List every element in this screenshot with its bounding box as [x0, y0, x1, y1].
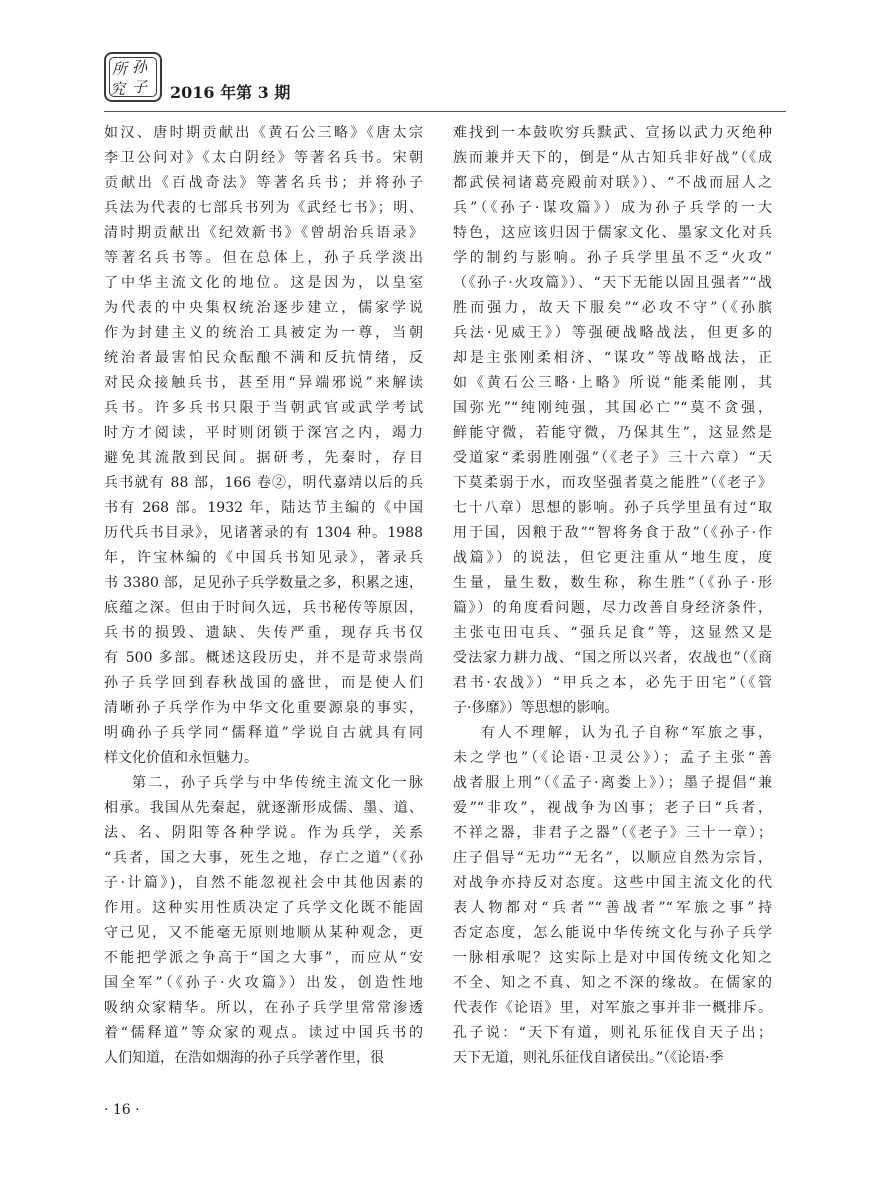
text-line: 年，许宝林编的《中国兵书知见录》，著录兵	[104, 550, 423, 566]
text-line: 清晰孙子兵学作为中华文化重要源泉的事实，	[104, 700, 423, 716]
text-line: 特色，这应该归因于儒家文化、墨家文化对兵	[453, 225, 772, 241]
text-line: 爱”“非攻”，视战争为凶事；老子曰“兵者，	[453, 800, 772, 816]
text-line: 底蕴之深。但由于时间久远，兵书秘传等原因，	[104, 600, 423, 616]
text-line: 胜而强力，故天下服矣”“必攻不守”（《孙膑	[453, 300, 772, 316]
text-line: 时方才阅读，平时则闭锁于深宫之内，竭力	[104, 425, 423, 441]
text-line: 兵书。许多兵书只限于当朝武官或武学考试	[104, 400, 423, 416]
text-line: 守己见，又不能毫无原则地顺从某种观念，更	[104, 925, 423, 941]
text-line: “兵者，国之大事，死生之地，存亡之道”（《孙	[104, 850, 423, 866]
text-line: 统治者最害怕民众酝酿不满和反抗情绪，反	[104, 350, 423, 366]
text-line: 用于国，因粮于敌”“智将务食于敌”（《孙子·作	[453, 525, 772, 541]
text-line: 未之学也”（《论语·卫灵公》）；孟子主张“善	[453, 750, 772, 766]
text-line: 兵”（《孙子·谋攻篇》）成为孙子兵学的一大	[453, 200, 772, 216]
logo-text	[110, 57, 158, 101]
text-line: 生量，量生数，数生称，称生胜”（《孙子·形	[453, 575, 772, 591]
text-line: 如《黄石公三略·上略》所说“能柔能刚，其	[453, 375, 772, 391]
text-line: 明确孙子兵学同“儒释道”学说自古就具有同	[104, 725, 423, 741]
text-line: 子·计篇》)，自然不能忽视社会中其他因素的	[104, 875, 423, 891]
text-line: 战篇》）的说法，但它更注重从“地生度，度	[453, 550, 772, 566]
text-line: 兵法·见威王》）等强硬战略战法，但更多的	[453, 325, 772, 341]
text-line: 李卫公问对》《太白阴经》等著名兵书。宋朝	[104, 150, 423, 166]
text-line: 一脉相承呢？这实际上是对中国传统文化知之	[453, 950, 772, 966]
text-line: 为代表的中央集权统治逐步建立，儒家学说	[104, 300, 423, 316]
text-line: 避免其流散到民间。据研考，先秦时，存目	[104, 450, 423, 466]
text-line: 作为封建主义的统治工具被定为一尊，当朝	[104, 325, 423, 341]
text-line: 难找到一本鼓吹穷兵黩武、宣扬以武力灭绝种	[453, 125, 772, 141]
text-line: 代表作《论语》里，对军旅之事并非一概排斥。	[453, 1000, 772, 1016]
text-line: 学的制约与影响。孙子兵学里虽不乏“火攻”	[453, 250, 772, 266]
text-line: 兵书就有 88 部，166 卷②，明代嘉靖以后的兵	[104, 475, 423, 491]
text-line: 孙子兵学回到春秋战国的盛世，而是使人们	[104, 675, 423, 691]
text-line: 对民众接触兵书，甚至用“异端邪说”来解读	[104, 375, 423, 391]
text-line: 清时期贡献出《纪效新书》《曾胡治兵语录》	[104, 225, 423, 241]
right-column	[453, 121, 772, 1071]
text-line: 不全、知之不真、知之不深的缘故。在儒家的	[453, 975, 772, 991]
text-line: 不能把学派之争高于“国之大事”，而应从“安	[104, 950, 423, 966]
text-line: 不祥之器，非君子之器”（《老子》三十一章）；	[453, 825, 772, 841]
logo-char: 子	[132, 78, 149, 96]
text-line: 天下无道，则礼乐征伐自诸侯出。”（《论语·季	[453, 1050, 724, 1066]
text-line: 兵法为代表的七部兵书列为《武经七书》；明、	[104, 200, 423, 216]
text-line: 君书·农战》）“甲兵之本，必先于田宅”（《管	[453, 675, 772, 691]
text-line: 都武侯祠诸葛亮殿前对联》）、“不战而屈人之	[453, 175, 772, 191]
text-line: 吸纳众家精华。所以，在孙子兵学里常常渗透	[104, 1000, 423, 1016]
text-line: 七十八章）思想的影响。孙子兵学里虽有过“取	[453, 500, 772, 516]
text-line: 历代兵书目录》，见诸著录的有 1304 种。1988	[104, 525, 423, 541]
page-header	[104, 50, 804, 108]
text-line: 贡献出《百战奇法》等著名兵书；并将孙子	[104, 175, 423, 191]
text-line: 了中华主流文化的地位。这是因为，以皇室	[104, 275, 423, 291]
text-line: 战者服上刑”（《孟子·离娄上》）；墨子提倡“兼	[453, 775, 772, 791]
text-line: 庄子倡导“无功”“无名”，以顺应自然为宗旨，	[453, 850, 772, 866]
journal-logo	[104, 52, 162, 102]
text-line: 孔子说：“天下有道，则礼乐征伐自天子出；	[453, 1025, 772, 1041]
text-line: 受道家“柔弱胜刚强”（《老子》三十六章）“天	[453, 450, 772, 466]
text-line: 却是主张刚柔相济、“谋攻”等战略战法，正	[453, 350, 772, 366]
text-line: 作用。这种实用性质决定了兵学文化既不能固	[104, 900, 423, 916]
page-number: · 16 ·	[104, 1102, 140, 1118]
text-line: 下莫柔弱于水，而攻坚强者莫之能胜”（《老子》	[453, 475, 772, 491]
logo-char: 孙	[132, 58, 149, 76]
text-line: 主张屯田屯兵、“强兵足食”等，这显然又是	[453, 625, 772, 641]
text-line: 国弥光”“纯刚纯强，其国必亡”“莫不贪强，	[453, 400, 772, 416]
text-line: 表人物都对“兵者”“善战者”“军旅之事”持	[453, 900, 772, 916]
text-line: 对战争亦持反对态度。这些中国主流文化的代	[453, 875, 772, 891]
text-line: 兵书的损毁、遗缺、失传严重，现存兵书仅	[104, 625, 423, 641]
text-line: 篇》）的角度看问题，尽力改善自身经济条件，	[453, 600, 772, 616]
issue-label: 2016 年第 3 期	[170, 83, 291, 102]
logo-char: 所	[112, 60, 129, 78]
text-line: 子·侈靡》）等思想的影响。	[453, 700, 619, 716]
left-column	[104, 121, 423, 1071]
text-line: 法、名、阴阳等各种学说。作为兵学，关系	[104, 825, 423, 841]
text-line: 人们知道，在浩如烟海的孙子兵学著作里，很	[104, 1050, 384, 1066]
text-line: 书 3380 部，足见孙子兵学数量之多，积累之速，	[104, 575, 423, 591]
text-line: 着“儒释道”等众家的观点。读过中国兵书的	[104, 1025, 423, 1041]
text-line: 有 500 多部。概述这段历史，并不是苛求崇尚	[104, 650, 423, 666]
text-line: 书有 268 部。1932 年，陆达节主编的《中国	[104, 500, 423, 516]
text-line: 族而兼并天下的，倒是“从古知兵非好战”（《成	[453, 150, 772, 166]
text-line: 第二，孙子兵学与中华传统主流文化一脉	[132, 775, 423, 791]
text-line: 样文化价值和永恒魅力。	[104, 750, 258, 766]
text-line: 国全军”（《孙子·火攻篇》）出发，创造性地	[104, 975, 423, 991]
text-line: 如汉、唐时期贡献出《黄石公三略》《唐太宗	[104, 125, 423, 141]
logo-char: 究	[110, 80, 127, 98]
text-line: 否定态度，怎么能说中华传统文化与孙子兵学	[453, 925, 772, 941]
text-line: 鲜能守微，若能守微，乃保其生”，这显然是	[453, 425, 772, 441]
text-line: （《孙子·火攻篇》）、“天下无能以固且强者”“战	[453, 275, 772, 291]
text-line: 等著名兵书等。但在总体上，孙子兵学淡出	[104, 250, 423, 266]
text-line: 有人不理解，认为孔子自称“军旅之事，	[481, 725, 772, 741]
header-rule	[104, 111, 786, 112]
text-line: 相承。我国从先秦起，就逐渐形成儒、墨、道、	[104, 800, 423, 816]
text-line: 受法家力耕力战、“国之所以兴者，农战也”（《商	[453, 650, 772, 666]
